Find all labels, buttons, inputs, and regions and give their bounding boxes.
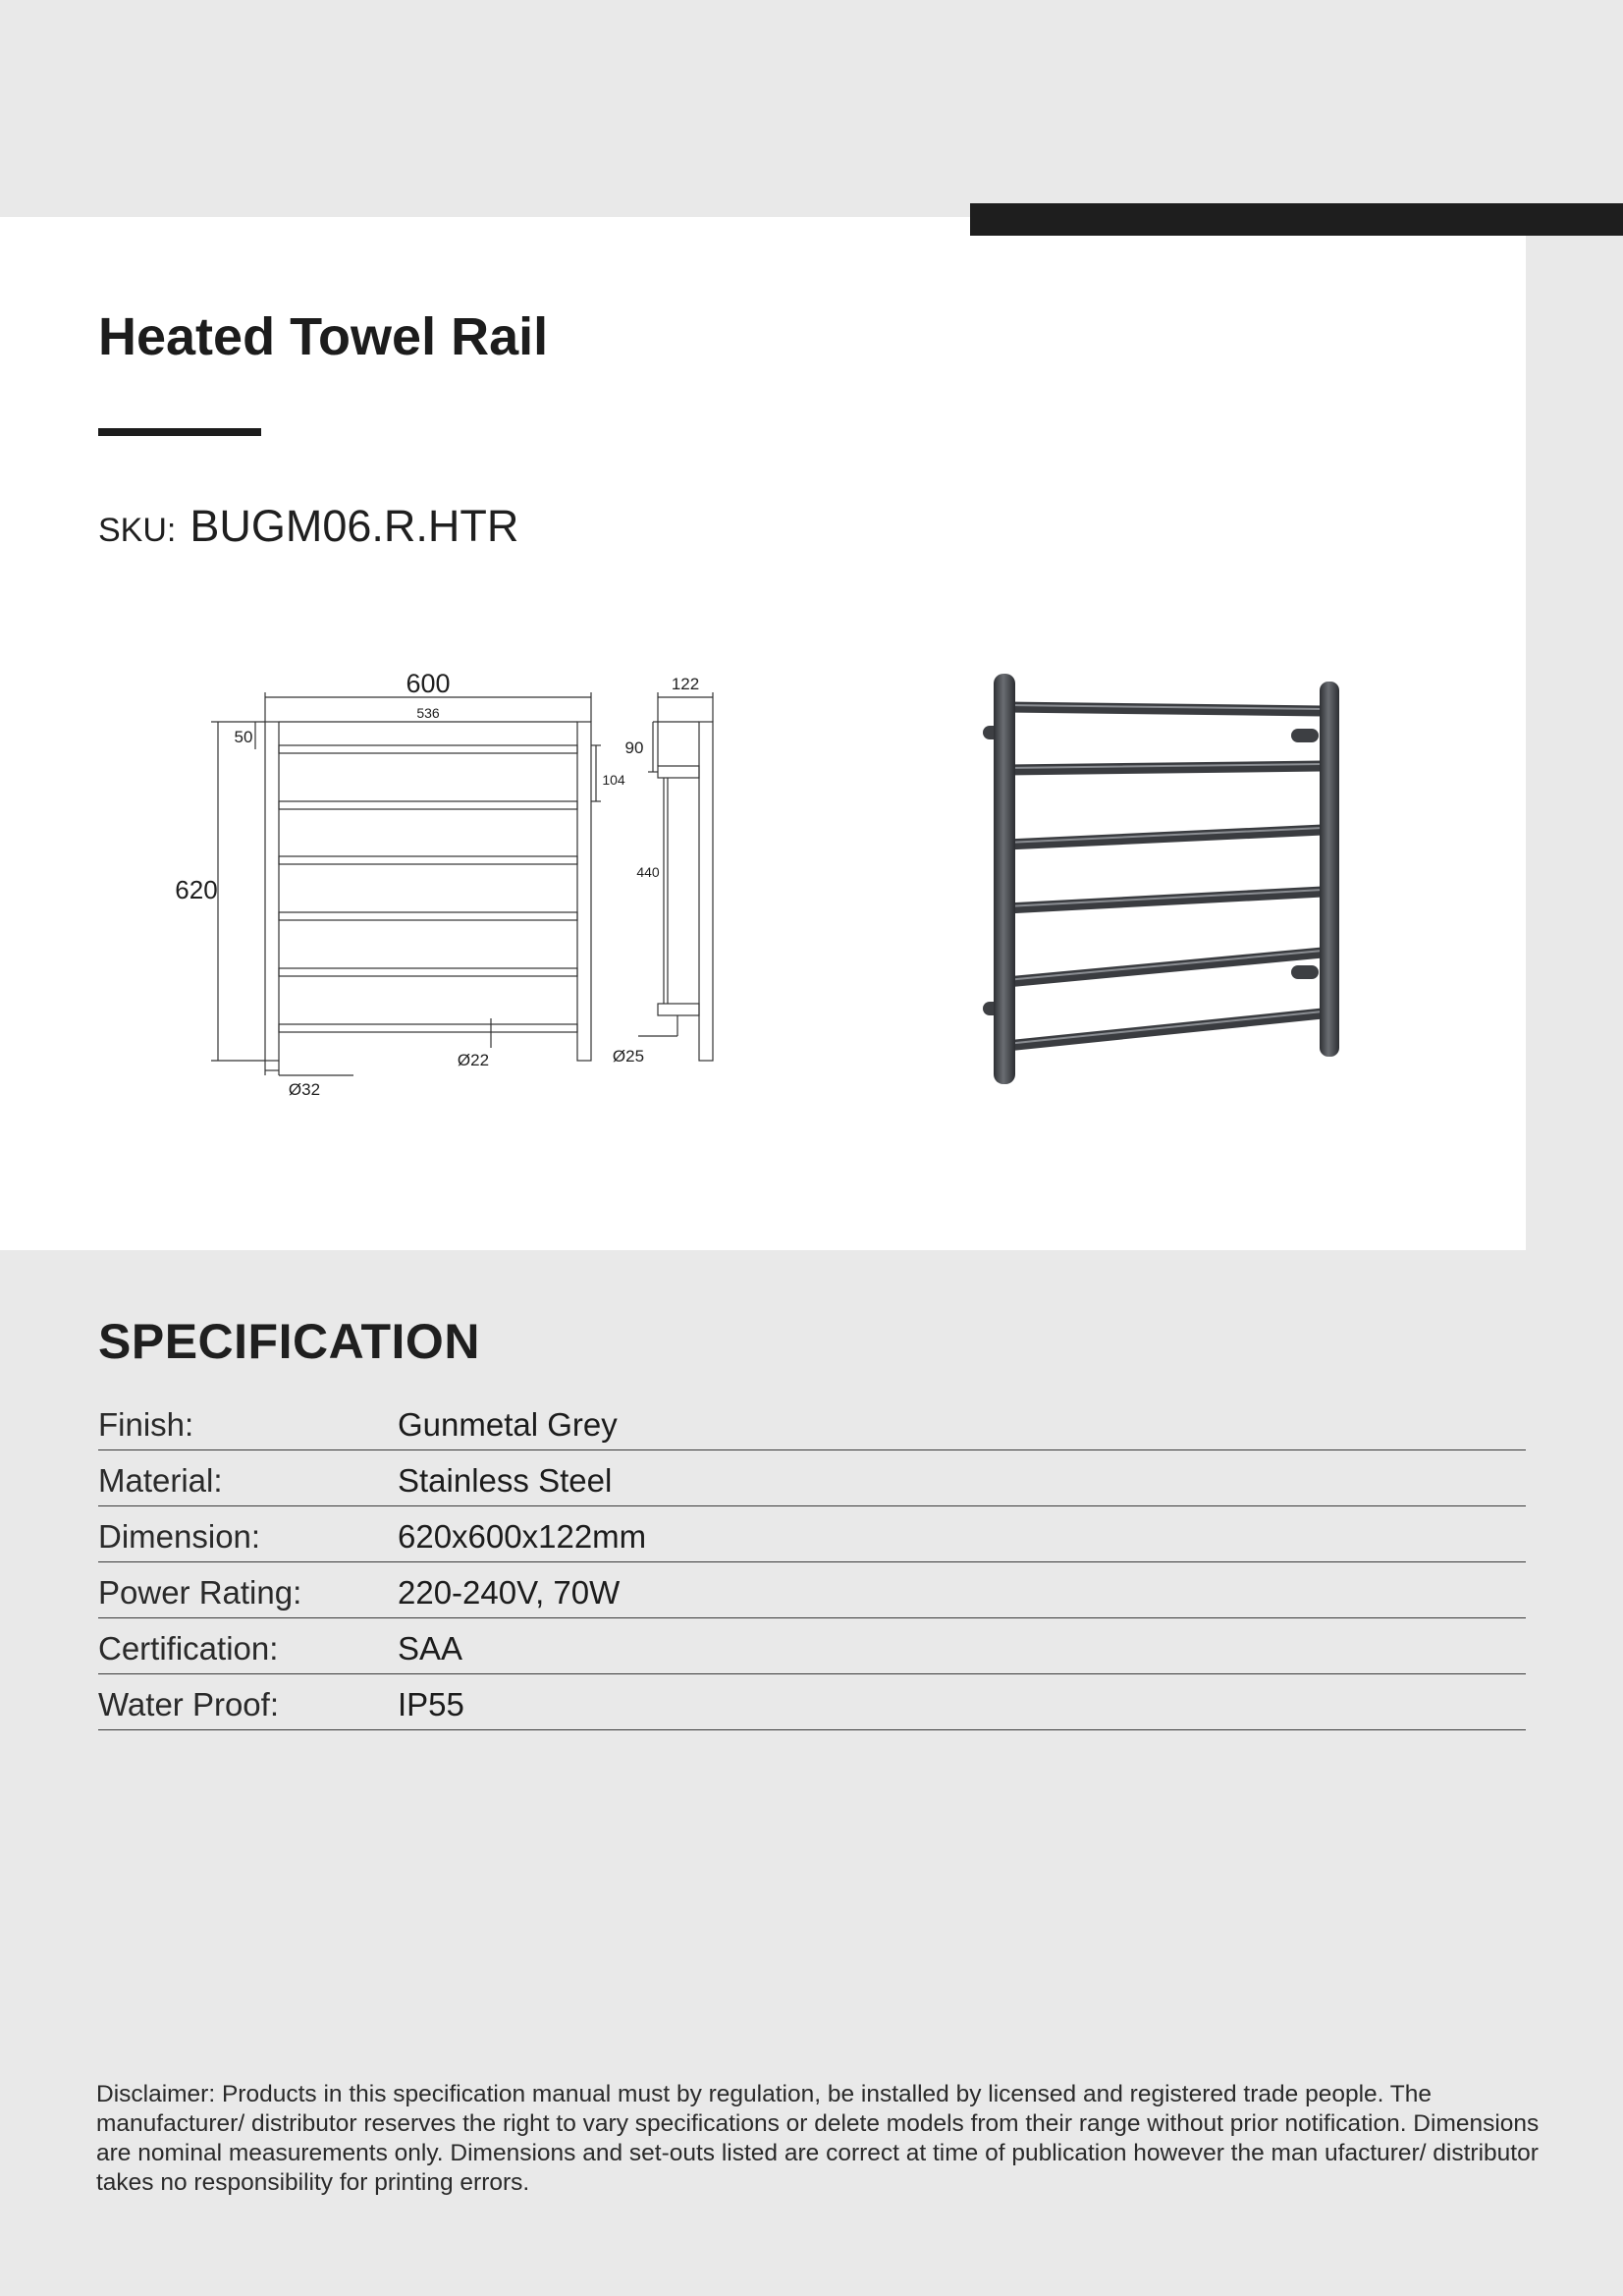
spec-label: Finish:: [98, 1406, 194, 1443]
title-underline: [98, 428, 261, 436]
sku: [98, 501, 518, 552]
header-accent-bar: [970, 203, 1623, 236]
rail-6: [1006, 1013, 1323, 1046]
rail-5: [279, 968, 577, 976]
dim-rail-spacing: 104: [602, 772, 625, 788]
rail-5: [1006, 953, 1323, 982]
spec-value: 620x600x122mm: [398, 1518, 647, 1555]
specification-table: [98, 1394, 1526, 1730]
spec-label: Water Proof:: [98, 1686, 279, 1722]
technical-drawing: [157, 663, 746, 1105]
spec-row-water-proof: [98, 1674, 1526, 1730]
dim-post-diameter: Ø32: [288, 1080, 321, 1099]
right-post: [577, 722, 591, 1061]
spec-row-power-rating: [98, 1562, 1526, 1618]
right-post: [1320, 682, 1339, 1057]
page-title: Heated Towel Rail: [98, 307, 549, 366]
dim-height: 620: [175, 875, 218, 904]
spec-value: Gunmetal Grey: [398, 1406, 618, 1443]
spec-label: Material:: [98, 1462, 223, 1499]
spec-label: Certification:: [98, 1630, 279, 1667]
rail-6: [279, 1024, 577, 1032]
spec-row-material: [98, 1450, 1526, 1506]
spec-value: 220-240V, 70W: [398, 1574, 621, 1611]
rail-3: [279, 856, 577, 864]
bracket-bottom-right: [1291, 965, 1319, 979]
dim-depth: 122: [671, 675, 700, 693]
bracket-top-right: [1291, 729, 1319, 742]
rail-4: [279, 912, 577, 920]
dim-top-offset: 50: [234, 728, 253, 746]
dim-width: 600: [406, 669, 451, 698]
rail-1: [279, 745, 577, 753]
specification-heading: SPECIFICATION: [98, 1314, 480, 1369]
spec-row-finish: [98, 1394, 1526, 1450]
spec-label: Power Rating:: [98, 1574, 302, 1611]
spec-row-certification: [98, 1618, 1526, 1674]
upper-bracket: [658, 766, 699, 778]
dim-bracket-diameter: Ø25: [612, 1047, 645, 1066]
spec-value: IP55: [398, 1686, 464, 1722]
dim-inner-width: 536: [416, 705, 440, 721]
sku-value: BUGM06.R.HTR: [189, 501, 519, 551]
sku-label: SKU:: [98, 512, 177, 549]
spec-row-dimension: [98, 1506, 1526, 1562]
dim-rail-diameter: Ø22: [457, 1051, 490, 1069]
spec-value: Stainless Steel: [398, 1462, 613, 1499]
left-post: [265, 722, 279, 1061]
rail-4: [1006, 892, 1323, 908]
rail-2: [279, 801, 577, 809]
spec-value: SAA: [398, 1630, 463, 1667]
lower-bracket: [658, 1004, 699, 1015]
side-post: [699, 722, 713, 1061]
disclaimer-text: Disclaimer: Products in this specification manual must by regulation, be installed by licensed and registered trade people. The manufacturer/ distributor reserves the right to vary specifications or delete models from their range without prior notification. Dimensions are nominal measurements only. Dimensions and set-outs listed are correct at time of publication however the man ufacturer/ distributor takes no responsibility for printing errors.: [96, 2081, 1540, 2196]
rail-3: [1006, 830, 1323, 845]
dim-bracket-offset: 90: [624, 738, 644, 757]
product-image: [967, 668, 1345, 1090]
left-post: [994, 674, 1015, 1084]
dim-bracket-spacing: 440: [636, 864, 660, 880]
spec-label: Dimension:: [98, 1518, 261, 1555]
